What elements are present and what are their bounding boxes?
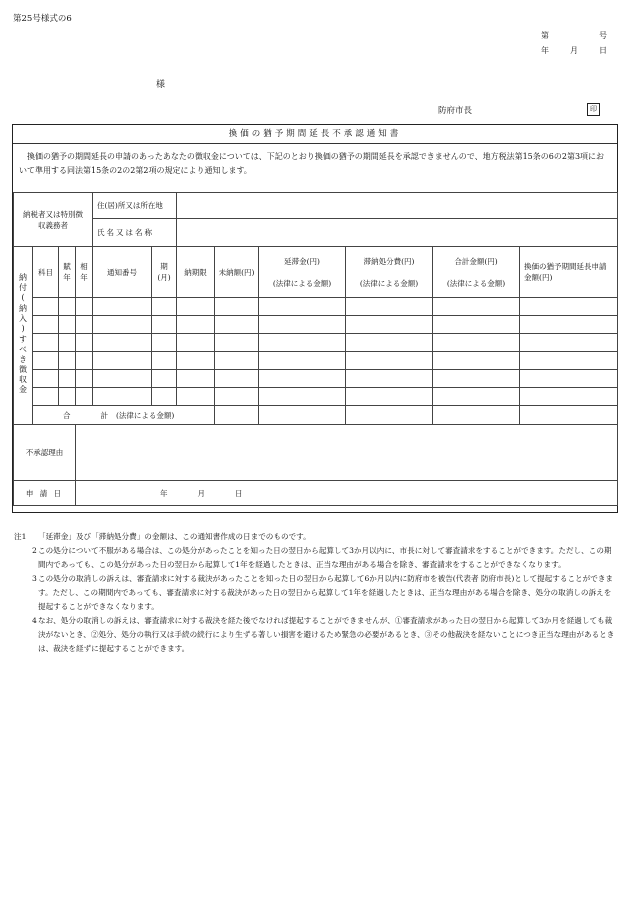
cell[interactable] bbox=[93, 370, 152, 388]
total-amount[interactable] bbox=[433, 406, 520, 425]
note-text: この処分の取消しの訴えは、審査請求に対する裁決があったことを知った日の翌日から起算して6か月以内に防府市を被告(代表者 防府市長)として提起することができます。ただし、この期間内であっても、審査請求に対する裁決があった日の翌日から起算して1年を経過したときは、正当な理由がある場合を除き、処分の取消しの訴えを提起することができなくなります。 bbox=[38, 574, 614, 611]
cell[interactable] bbox=[346, 388, 433, 406]
cell[interactable] bbox=[152, 352, 177, 370]
total-label-1: 合 bbox=[63, 410, 71, 420]
header-late-fee bbox=[259, 247, 346, 298]
side-label-text: 納付(納入)すべき徴収金 bbox=[18, 273, 28, 395]
note-text: なお、処分の取消しの訴えは、審査請求に対する裁決を経た後でなければ提起することができませんが、①審査請求があった日の翌日から起算して3か月を経過しても裁決がないとき、②処分、処分の執行又は手続の続行により生ずる著しい損害を避けるため緊急の必要があるとき、③その他裁決を経ないことにつき正当な理由があるときは、裁決を経ずに提起することができます。 bbox=[38, 616, 615, 653]
cell[interactable] bbox=[76, 370, 93, 388]
address-label: 住(居)所又は所在地 bbox=[93, 193, 177, 219]
form-title: 換価の猶予期間延長不承認通知書 bbox=[13, 125, 617, 144]
total-unpaid[interactable] bbox=[215, 406, 259, 425]
header-item: 科目 bbox=[33, 247, 59, 298]
reason-field[interactable] bbox=[76, 425, 618, 481]
header-period-2: (月) bbox=[157, 273, 171, 282]
cell[interactable] bbox=[59, 388, 76, 406]
header-late-fee-1: 延滞金(円) bbox=[284, 256, 320, 266]
total-row bbox=[14, 406, 618, 425]
note-item bbox=[14, 614, 618, 656]
cell[interactable] bbox=[33, 298, 59, 316]
note-item bbox=[14, 544, 618, 572]
issuer: 防府市長 bbox=[438, 106, 473, 116]
cell[interactable] bbox=[76, 388, 93, 406]
header-fiscal-year bbox=[59, 247, 76, 298]
cell[interactable] bbox=[520, 334, 618, 352]
header-relative-year-2: 年 bbox=[80, 273, 88, 282]
number-suffix: 号 bbox=[599, 31, 607, 40]
header-due-date: 納期限 bbox=[177, 247, 215, 298]
header-relative-year bbox=[76, 247, 93, 298]
header-total bbox=[433, 247, 520, 298]
cell[interactable] bbox=[520, 388, 618, 406]
header-period bbox=[152, 247, 177, 298]
cell[interactable] bbox=[520, 370, 618, 388]
cell[interactable] bbox=[76, 298, 93, 316]
note-text: この処分について不服がある場合は、この処分があったことを知った日の翌日から起算して3か月以内に、市長に対して審査請求をすることができます。ただし、この期間内であっても、この処分があった日の翌日から起算して1年を経過したときは、正当な理由がある場合を除き、審査請求をすることができなくなります。 bbox=[38, 546, 612, 569]
cell[interactable] bbox=[93, 388, 152, 406]
note-number: 4 bbox=[32, 616, 37, 625]
cell[interactable] bbox=[177, 388, 215, 406]
header-arrears-fee bbox=[346, 247, 433, 298]
header-unpaid: 未納額(円) bbox=[215, 247, 259, 298]
note-number: 注1 bbox=[14, 532, 27, 541]
total-late-fee[interactable] bbox=[259, 406, 346, 425]
cell[interactable] bbox=[433, 352, 520, 370]
date-month-label: 月 bbox=[570, 46, 578, 55]
cell[interactable] bbox=[215, 334, 259, 352]
header-relative-year-1: 相 bbox=[80, 262, 88, 271]
note-item bbox=[14, 572, 618, 614]
cell[interactable] bbox=[433, 334, 520, 352]
cell[interactable] bbox=[346, 298, 433, 316]
cell[interactable] bbox=[59, 352, 76, 370]
cell[interactable] bbox=[259, 388, 346, 406]
cell[interactable] bbox=[346, 352, 433, 370]
cell[interactable] bbox=[76, 352, 93, 370]
cell[interactable] bbox=[59, 334, 76, 352]
header-fiscal-year-1: 賦 bbox=[63, 262, 71, 271]
header-notice-no: 通知番号 bbox=[93, 247, 152, 298]
cell[interactable] bbox=[259, 370, 346, 388]
cell[interactable] bbox=[152, 298, 177, 316]
total-label bbox=[33, 406, 215, 425]
header-extension-request: 換価の猶予期間延長申請金額(円) bbox=[520, 247, 618, 298]
application-day-label: 日 bbox=[235, 488, 243, 498]
note-number: 2 bbox=[32, 546, 37, 555]
cell[interactable] bbox=[152, 316, 177, 334]
cell[interactable] bbox=[152, 388, 177, 406]
cell[interactable] bbox=[215, 370, 259, 388]
number-prefix: 第 bbox=[541, 31, 549, 40]
cell[interactable] bbox=[259, 316, 346, 334]
application-date-label: 申 請 日 bbox=[14, 481, 76, 506]
date-year-label: 年 bbox=[541, 46, 549, 55]
note-number: 3 bbox=[32, 574, 37, 583]
cell[interactable] bbox=[177, 352, 215, 370]
cell[interactable] bbox=[177, 334, 215, 352]
name-label: 氏名又は名称 bbox=[93, 219, 177, 247]
total-label-3: (法律による金額) bbox=[116, 410, 175, 420]
date-day-label: 日 bbox=[599, 46, 607, 55]
cell[interactable] bbox=[215, 352, 259, 370]
cell[interactable] bbox=[93, 334, 152, 352]
cell[interactable] bbox=[215, 388, 259, 406]
cell[interactable] bbox=[433, 298, 520, 316]
cell[interactable] bbox=[33, 388, 59, 406]
cell[interactable] bbox=[520, 298, 618, 316]
cell[interactable] bbox=[93, 352, 152, 370]
total-extension-request[interactable] bbox=[520, 406, 618, 425]
cell[interactable] bbox=[520, 352, 618, 370]
cell[interactable] bbox=[33, 352, 59, 370]
cell[interactable] bbox=[59, 370, 76, 388]
table-row bbox=[14, 334, 618, 352]
seal-mark: 印 bbox=[587, 103, 600, 116]
form-number: 第25号様式の6 bbox=[13, 14, 72, 24]
cell[interactable] bbox=[59, 316, 76, 334]
cell[interactable] bbox=[177, 298, 215, 316]
table-row bbox=[14, 298, 618, 316]
cell[interactable] bbox=[215, 316, 259, 334]
cell[interactable] bbox=[33, 334, 59, 352]
cell[interactable] bbox=[520, 316, 618, 334]
address-field[interactable] bbox=[177, 193, 618, 219]
table-row bbox=[14, 316, 618, 334]
cell[interactable] bbox=[215, 298, 259, 316]
cell[interactable] bbox=[76, 316, 93, 334]
cell[interactable] bbox=[152, 334, 177, 352]
header-arrears-fee-2: (法律による金額) bbox=[359, 278, 419, 288]
table-row bbox=[14, 370, 618, 388]
cell[interactable] bbox=[259, 334, 346, 352]
cell[interactable] bbox=[152, 370, 177, 388]
intro-text: 換価の猶予の期間延長の申請のあったあなたの徴収金については、下記のとおり換価の猶予の期間延長を承認できませんので、地方税法第15条の6の2第3項において準用する同法第15条の2の2第2項の規定により通知します。 bbox=[19, 152, 605, 175]
table-row bbox=[14, 352, 618, 370]
addressee-suffix: 様 bbox=[156, 80, 166, 90]
table-row bbox=[14, 388, 618, 406]
cell[interactable] bbox=[346, 370, 433, 388]
application-month-label: 月 bbox=[197, 488, 205, 498]
header-fiscal-year-2: 年 bbox=[63, 273, 71, 282]
notes bbox=[14, 530, 618, 656]
cell[interactable] bbox=[259, 352, 346, 370]
cell[interactable] bbox=[177, 316, 215, 334]
cell[interactable] bbox=[177, 370, 215, 388]
name-field[interactable] bbox=[177, 219, 618, 247]
cell[interactable] bbox=[346, 316, 433, 334]
cell[interactable] bbox=[59, 298, 76, 316]
cell[interactable] bbox=[433, 316, 520, 334]
header-late-fee-2: (法律による金額) bbox=[272, 278, 332, 288]
application-year-label: 年 bbox=[160, 488, 168, 498]
cell[interactable] bbox=[433, 388, 520, 406]
cell[interactable] bbox=[93, 298, 152, 316]
total-arrears-fee[interactable] bbox=[346, 406, 433, 425]
side-label bbox=[14, 247, 33, 425]
total-label-2: 計 bbox=[100, 410, 108, 420]
application-date-field[interactable] bbox=[76, 481, 618, 506]
collection-table bbox=[13, 192, 618, 506]
notice-form bbox=[12, 124, 618, 513]
cell[interactable] bbox=[33, 316, 59, 334]
header-total-1: 合計金額(円) bbox=[454, 256, 498, 266]
header-total-2: (法律による金額) bbox=[446, 278, 506, 288]
cell[interactable] bbox=[33, 370, 59, 388]
cell[interactable] bbox=[76, 334, 93, 352]
reason-label: 不承認理由 bbox=[14, 425, 76, 481]
cell[interactable] bbox=[259, 298, 346, 316]
header-arrears-fee-1: 滞納処分費(円) bbox=[363, 256, 415, 266]
cell[interactable] bbox=[93, 316, 152, 334]
taxpayer-label: 納税者又は特別徴収義務者 bbox=[14, 193, 93, 247]
cell[interactable] bbox=[346, 334, 433, 352]
note-item bbox=[14, 530, 618, 544]
cell[interactable] bbox=[433, 370, 520, 388]
note-text: 「延滞金」及び「滞納処分費」の金額は、この通知書作成の日までのものです。 bbox=[38, 532, 311, 541]
header-period-1: 期 bbox=[160, 262, 168, 271]
